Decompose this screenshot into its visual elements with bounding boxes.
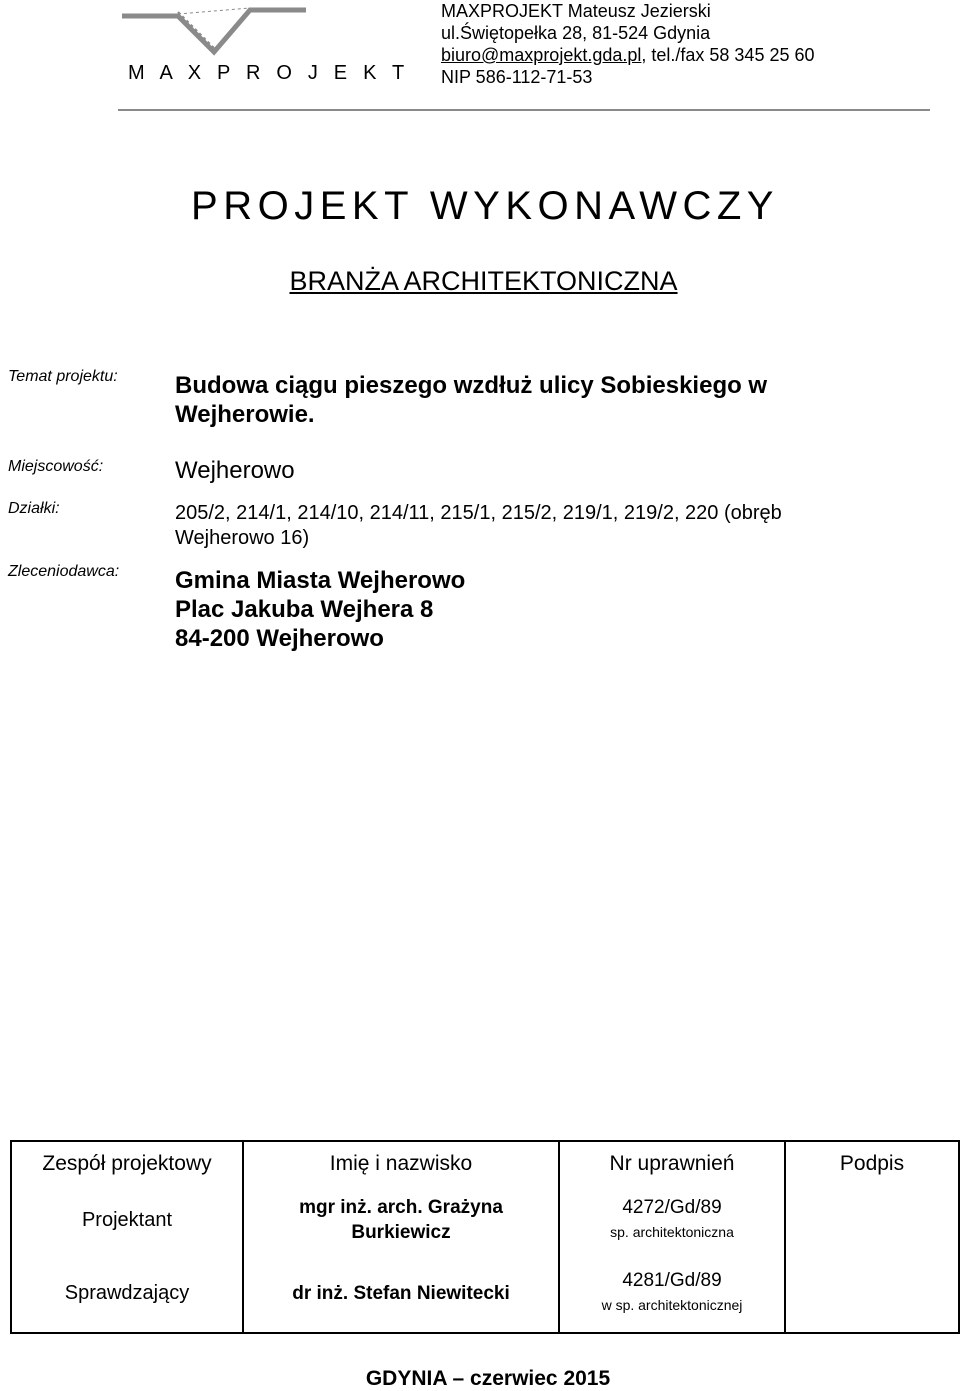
permit-cell	[559, 1254, 785, 1333]
permit-number: 4281/Gd/89	[622, 1270, 722, 1291]
company-address: ul.Świętopełka 28, 81-524 Gdynia	[441, 23, 711, 43]
client-label: Zleceniodawca:	[8, 563, 120, 580]
name-cell	[243, 1186, 559, 1254]
plots-line: Wejherowo 16)	[175, 527, 310, 549]
header-signature: Podpis	[785, 1141, 959, 1186]
header-divider	[118, 109, 930, 111]
name-cell	[243, 1254, 559, 1333]
permit-scope: sp. architektoniczna	[610, 1224, 734, 1240]
company-name: MAXPROJEKT Mateusz Jezierski	[441, 1, 711, 21]
document-title: PROJEKT WYKONAWCZY	[191, 184, 779, 228]
email-link[interactable]: biuro@maxprojekt.gda.pl	[441, 45, 642, 65]
role-cell: Projektant	[11, 1186, 243, 1254]
company-nip: NIP 586-112-71-53	[441, 67, 593, 87]
topic-value	[175, 371, 767, 429]
topic-label: Temat projektu:	[8, 368, 118, 385]
topic-line: Budowa ciągu pieszego wzdłuż ulicy Sobieskiego w	[175, 372, 768, 399]
company-logo	[118, 6, 310, 56]
header-team: Zespół projektowy	[11, 1141, 243, 1186]
topic-line: Wejherowie.	[175, 401, 315, 428]
permit-scope: w sp. architektonicznej	[601, 1297, 743, 1313]
signature-cell	[785, 1186, 959, 1254]
client-value	[175, 566, 465, 653]
footer-place-date: GDYNIA – czerwiec 2015	[365, 1367, 611, 1390]
client-line: Plac Jakuba Wejhera 8	[175, 596, 434, 623]
permit-number: 4272/Gd/89	[622, 1197, 722, 1218]
company-info	[441, 0, 815, 88]
table-row	[11, 1186, 959, 1254]
permit-cell	[559, 1186, 785, 1254]
table-header-row	[11, 1141, 959, 1186]
company-contact	[441, 44, 815, 66]
client-line: 84-200 Wejherowo	[175, 625, 384, 652]
role-cell: Sprawdzający	[11, 1254, 243, 1333]
company-phone: , tel./fax 58 345 25 60	[641, 45, 815, 65]
person-name-line: Burkiewicz	[351, 1222, 451, 1243]
person-name-line: mgr inż. arch. Grażyna	[299, 1197, 503, 1218]
plots-line: 205/2, 214/1, 214/10, 214/11, 215/1, 215/2, 219/1, 219/2, 220 (obręb	[175, 502, 782, 524]
place-value: Wejherowo	[175, 457, 295, 484]
person-name-line: dr inż. Stefan Niewitecki	[292, 1282, 510, 1304]
document-subtitle: BRANŻA ARCHITEKTONICZNA	[289, 266, 678, 296]
table-row	[11, 1254, 959, 1333]
design-team-table	[10, 1140, 960, 1334]
logo-text: M A X P R O J E K T	[128, 62, 410, 84]
place-label: Miejscowość:	[8, 458, 104, 475]
header-permit: Nr uprawnień	[559, 1141, 785, 1186]
plots-value	[175, 501, 782, 551]
header-name: Imię i nazwisko	[243, 1141, 559, 1186]
client-line: Gmina Miasta Wejherowo	[175, 567, 466, 594]
plots-label: Działki:	[8, 500, 60, 517]
signature-cell	[785, 1254, 959, 1333]
